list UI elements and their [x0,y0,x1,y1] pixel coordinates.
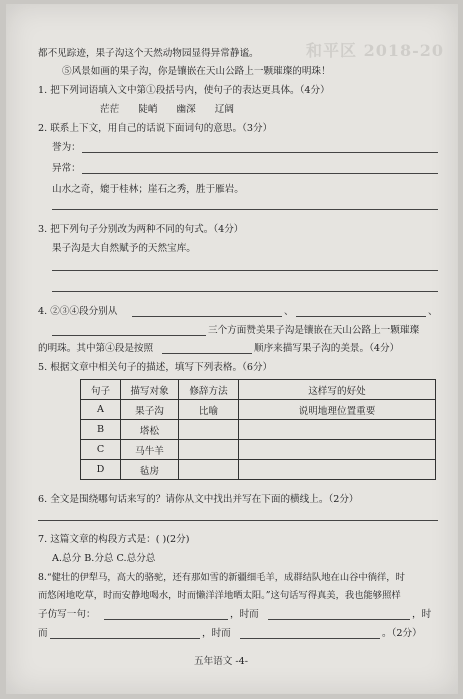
answer-line[interactable] [162,353,252,354]
q2-item2: 异常： [52,163,81,174]
q7-options: A.总分 B.分总 C.总分总 [52,553,156,564]
table-header: 描写对象 [121,380,179,400]
answer-line[interactable] [132,316,282,317]
q4-line2: 三个方面赞美果子沟是镶嵌在天山公路上一颗璀璨 [208,325,420,336]
answer-line[interactable] [82,152,438,153]
q4-line3-b: 顺序来描写果子沟的美景。（4分） [254,343,400,354]
table-cell: 马牛羊 [121,440,179,460]
q8-line3-c: ，时 [412,609,432,620]
answer-line[interactable] [50,638,200,639]
q7-text: 7. 这篇文章的构段方式是：( )(2分) [38,534,190,545]
q1-text: 1. 把下列词语填入文中第①段括号内，使句子的表达更具体。（4分） [38,85,330,96]
page-footer: 五年语文 -4- [194,656,249,667]
answer-line[interactable] [52,270,438,271]
q6-text: 6. 全文是围绕哪句话来写的？请你从文中找出并写在下面的横线上。（2分） [38,494,359,505]
q4-line3-a: 的明珠。其中第④段是按照 [38,343,154,354]
answer-line[interactable] [296,316,426,317]
answer-line[interactable] [52,335,206,336]
q4-line1-c: 、 [428,306,438,317]
answer-line[interactable] [268,619,410,620]
table-cell-answer[interactable] [239,460,436,480]
table-row [81,400,436,420]
q2-item3: 山水之奇，媲于桂林；崖石之秀，胜于雁岩。 [52,184,244,195]
table-cell-answer[interactable] [179,460,239,480]
table-cell-answer[interactable] [239,440,436,460]
exam-page [6,4,458,694]
q1-word: 幽深 [176,104,196,115]
q8-line3-b: ，时而 [230,609,259,620]
q8-line3-a: 子仿写一句： [38,609,96,620]
table-header-row [81,380,436,400]
table-cell: D [81,460,121,480]
para-tail: 都不见踪迹，果子沟这个天然动物园显得异常静谧。 [38,48,259,59]
q3-text: 3. 把下列句子分别改为两种不同的句式。（4分） [38,224,244,235]
answer-line[interactable] [52,209,438,210]
q4-line1-b: 、 [284,306,294,317]
table-header: 修辞方法 [179,380,239,400]
q8-line4-a: 而 [38,628,48,639]
table-cell: C [81,440,121,460]
table-cell-answer[interactable] [239,420,436,440]
q8-line1: 8.“健壮的伊犁马，高大的骆驼，还有那如雪的新疆细毛羊，成群结队地在山谷中徜徉，时 [38,572,405,583]
q5-table [80,379,436,480]
table-cell-answer[interactable] [179,420,239,440]
q1-word: 陡峭 [138,104,158,115]
table-cell: 说明地理位置重要 [239,400,436,420]
q8-line4-b: ，时而 [202,628,231,639]
q5-text: 5. 根据文章中相关句子的描述，填写下列表格。（6分） [38,362,273,373]
answer-line[interactable] [52,291,438,292]
q2-text: 2. 联系上下文，用自己的话说下面词句的意思。（3分） [38,123,273,134]
table-header: 这样写的好处 [239,380,436,400]
table-cell: 毡房 [121,460,179,480]
ghost-header: 和平区 2018-20 [306,41,445,60]
table-cell: B [81,420,121,440]
table-cell: A [81,400,121,420]
table-row [81,440,436,460]
table-cell: 塔松 [121,420,179,440]
q1-word: 辽阔 [214,104,234,115]
table-cell: 果子沟 [121,400,179,420]
table-cell: 比喻 [179,400,239,420]
q1-word: 茫茫 [100,104,120,115]
table-row [81,460,436,480]
answer-line[interactable] [82,173,438,174]
table-row [81,420,436,440]
q2-item1: 誉为： [52,142,81,153]
table-header: 句子 [81,380,121,400]
q8-line2: 而悠闲地吃草，时而安静地喝水，时而懒洋洋地晒太阳。”这句话写得真美，我也能够照样 [38,590,401,601]
answer-line[interactable] [240,638,380,639]
q1-words [100,104,250,116]
q8-line4-c: 。（2分） [382,628,422,639]
answer-line[interactable] [38,520,438,521]
q3-sentence: 果子沟是大自然赋予的天然宝库。 [52,243,196,254]
para-5: ⑤风景如画的果子沟，你是镶嵌在天山公路上一颗璀璨的明珠！ [62,66,331,77]
q4-line1-a: 4. ②③④段分别从 [38,306,118,317]
table-cell-answer[interactable] [179,440,239,460]
answer-line[interactable] [104,619,228,620]
